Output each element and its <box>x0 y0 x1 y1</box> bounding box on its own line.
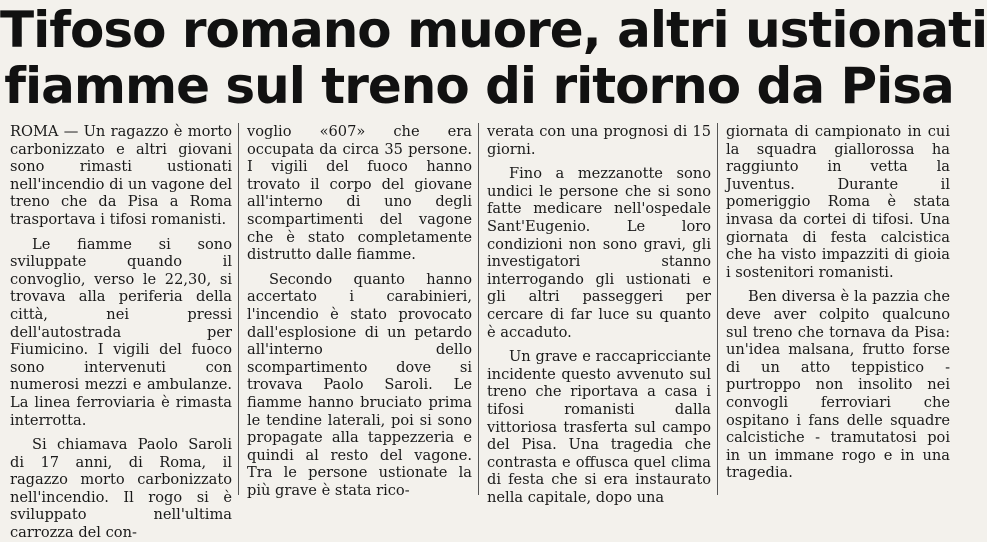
paragraph: Le fiamme si sono sviluppate quando il convoglio, verso le 22,30, si trovava alla periferia della città, nei pressi dell'autostrada per Fiumicino. I vigili del fuoco sono intervenuti con numerosi mezzi e ambulanze. La linea ferroviaria è rimasta interrotta. <box>10 235 232 429</box>
headline <box>0 1 987 115</box>
paragraph: voglio «607» che era occupata da circa 35 persone. I vigili del fuoco hanno trovato il corpo del giovane all'interno di uno degli scompartimenti del vagone che è stato completamente distrutto dalle fiamme. <box>247 123 472 264</box>
article-column-4 <box>718 123 958 495</box>
article-column-1 <box>0 123 239 542</box>
paragraph: Si chiamava Paolo Saroli di 17 anni, di Roma, il ragazzo morto carbonizzato nell'incendio. Il rogo si è sviluppato nell'ultima carrozza del con- <box>10 436 232 542</box>
paragraph: ROMA — Un ragazzo è morto carbonizzato e altri giovani sono rimasti ustionati nell'incendio di un vagone del treno che da Pisa a Roma trasportava i tifosi romanisti. <box>10 123 232 228</box>
paragraph: Secondo quanto hanno accertato i carabinieri, l'incendio è stato provocato dall'esplosione di un petardo all'interno dello scompartimento dove si trovava Paolo Saroli. Le fiamme hanno bruciato prima le tendine laterali, poi si sono propagate alla tappezzeria e quindi al resto del vagone. Tra le persone ustionate la più grave è stata rico- <box>247 270 472 499</box>
paragraph: verata con una prognosi di 15 giorni. <box>487 123 711 158</box>
paragraph: Fino a mezzanotte sono undici le persone che si sono fatte medicare nell'ospedale Sant'Eugenio. Le loro condizioni non sono gravi, gli investigatori stanno interrogando gli ustionati e gli altri passeggeri per cercare di far luce su quanto è accaduto. <box>487 165 711 341</box>
article-column-3 <box>479 123 718 506</box>
headline-line-1: Tifoso romano muore, altri ustionati <box>0 1 987 59</box>
article-column-2 <box>239 123 479 499</box>
paragraph: Un grave e raccapricciante incidente questo avvenuto sul treno che riportava a casa i tifosi romanisti dalla vittoriosa trasferta sul campo del Pisa. Una tragedia che contrasta e offusca quel clima di festa che si era instaurato nella capitale, dopo una <box>487 348 711 506</box>
article-columns <box>0 123 958 542</box>
paragraph: Ben diversa è la pazzia che deve aver colpito qualcuno sul treno che tornava da Pisa: un'idea malsana, frutto forse di un atto teppistico - purtroppo non insolito nei convogli ferroviari che ospitano i fans delle squadre calcistiche - tramutatosi poi in un immane rogo e in una tragedia. <box>726 288 950 482</box>
paragraph: giornata di campionato in cui la squadra giallorossa ha raggiunto in vetta la Juventus. Durante il pomeriggio Roma è stata invasa da cortei di tifosi. Una giornata di festa calcistica che ha visto impazziti di gioia i sostenitori romanisti. <box>726 123 950 281</box>
headline-line-2: fiamme sul treno di ritorno da Pisa <box>4 57 954 115</box>
